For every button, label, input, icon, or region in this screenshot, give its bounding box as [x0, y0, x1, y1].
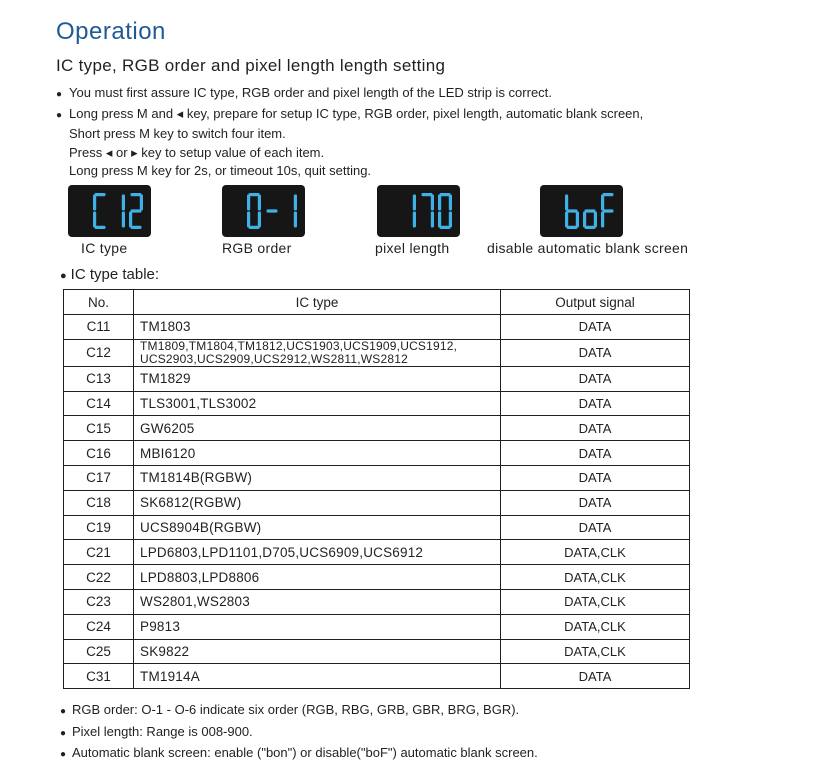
blank-screen-display [540, 185, 623, 237]
cell-ic-type: TLS3001,TLS3002 [134, 391, 501, 416]
cell-ic-type: TM1829 [134, 366, 501, 391]
segment [293, 195, 296, 211]
cell-no: C14 [64, 391, 134, 416]
cell-no: C11 [64, 315, 134, 340]
table-row [64, 614, 690, 639]
rgb-order-display [222, 185, 305, 237]
table-row [64, 515, 690, 540]
instruction-item [56, 105, 643, 126]
cell-ic-type: MBI6120 [134, 441, 501, 466]
cell-ic-type: LPD8803,LPD8806 [134, 565, 501, 590]
instruction-continuation: Press ◂ or ▸ key to setup value of each item. [69, 144, 325, 160]
cell-ic-type: WS2801,WS2803 [134, 589, 501, 614]
segment [293, 212, 296, 228]
cell-output-signal: DATA [501, 339, 690, 366]
cell-ic-type: SK9822 [134, 639, 501, 664]
cell-no: C31 [64, 664, 134, 689]
cell-no: C22 [64, 565, 134, 590]
ic-type-caption: IC type [81, 240, 128, 256]
cell-ic-type: SK6812(RGBW) [134, 490, 501, 515]
cell-output-signal: DATA,CLK [501, 565, 690, 590]
table-title-text: IC type table: [70, 266, 160, 283]
table-body [64, 315, 690, 689]
table-row [64, 465, 690, 490]
note-text: RGB order: O-1 - O-6 indicate six order (RGB, RBG, GRB, GBR, BRG, BGR). [72, 702, 520, 717]
cell-ic-type: LPD6803,LPD1101,D705,UCS6909,UCS6912 [134, 540, 501, 565]
cell-output-signal: DATA,CLK [501, 614, 690, 639]
table-header-row [64, 290, 690, 315]
cell-ic-type: UCS8904B(RGBW) [134, 515, 501, 540]
cell-no: C23 [64, 589, 134, 614]
segment [129, 212, 132, 228]
ic-type-display [68, 185, 151, 237]
cell-output-signal: DATA [501, 515, 690, 540]
instruction-continuation: Long press M key for 2s, or timeout 10s, quit setting. [69, 163, 372, 178]
table-row [64, 664, 690, 689]
segment [266, 209, 277, 212]
cell-output-signal: DATA [501, 490, 690, 515]
table-row [64, 366, 690, 391]
header-ic-type: IC type [134, 290, 501, 315]
segment [448, 212, 451, 228]
seven-segment-readout [227, 189, 301, 233]
segment [593, 212, 596, 228]
segment [602, 209, 613, 212]
cell-no: C13 [64, 366, 134, 391]
cell-no: C17 [64, 465, 134, 490]
cell-no: C12 [64, 339, 134, 366]
segment [601, 212, 604, 228]
cell-output-signal: DATA [501, 416, 690, 441]
instruction-text: Long press M and ◂ key, prepare for setup IC type, RGB order, pixel length, automatic blank screen, [69, 105, 644, 121]
table-row [64, 441, 690, 466]
segment [412, 212, 415, 228]
seven-segment-readout [382, 189, 456, 233]
cell-ic-type: TM1914A [134, 664, 501, 689]
note-text: Automatic blank screen: enable ("bon") or disable("boF") automatic blank screen. [72, 745, 538, 760]
table-row [64, 315, 690, 340]
segment [121, 212, 124, 228]
instruction-item [56, 84, 643, 105]
segment [575, 212, 578, 228]
table-row [64, 589, 690, 614]
segment [565, 195, 568, 211]
cell-ic-type: P9813 [134, 614, 501, 639]
segment [430, 195, 433, 211]
cell-output-signal: DATA [501, 465, 690, 490]
segment [130, 209, 141, 212]
note-text: Pixel length: Range is 008-900. [72, 723, 253, 739]
pixel-length-caption: pixel length [375, 240, 450, 256]
cell-output-signal: DATA [501, 315, 690, 340]
section-title: Operation [56, 18, 166, 45]
table-row [64, 490, 690, 515]
bullet-icon: ● [60, 706, 67, 717]
pixel-length-display [377, 185, 460, 237]
segment [93, 195, 96, 211]
segment [257, 212, 260, 228]
cell-output-signal: DATA [501, 441, 690, 466]
bullet-icon: ● [56, 89, 63, 100]
cell-output-signal: DATA,CLK [501, 589, 690, 614]
bullet-icon: ● [60, 749, 67, 760]
cell-ic-type [134, 339, 501, 366]
ic-type-line: TM1809,TM1804,TM1812,UCS1903,UCS1909,UCS1912, [140, 338, 458, 353]
segment [584, 209, 595, 212]
table-row [64, 565, 690, 590]
seven-segment-readout [73, 189, 147, 233]
segment [93, 212, 96, 228]
cell-output-signal: DATA [501, 391, 690, 416]
rgb-order-caption: RGB order [222, 240, 292, 256]
segment [121, 195, 124, 211]
cell-no: C24 [64, 614, 134, 639]
blank-screen-caption: disable automatic blank screen [487, 240, 689, 256]
bullet-icon: ● [56, 109, 63, 121]
bullet-icon: ● [60, 727, 67, 739]
segment [247, 195, 250, 211]
cell-no: C19 [64, 515, 134, 540]
section-subtitle: IC type, RGB order and pixel length length setting [56, 56, 446, 75]
segment [438, 195, 441, 211]
cell-ic-type: TM1814B(RGBW) [134, 465, 501, 490]
header-no: No. [64, 290, 134, 315]
cell-no: C15 [64, 416, 134, 441]
segment [438, 212, 441, 228]
instruction-text: You must first assure IC type, RGB order and pixel length of the LED strip is correct. [69, 85, 552, 100]
cell-output-signal: DATA,CLK [501, 639, 690, 664]
note-item [60, 743, 538, 762]
segment [566, 209, 577, 212]
bullet-icon: ● [60, 270, 67, 282]
segment [412, 195, 415, 211]
note-item [60, 700, 538, 722]
table-title [60, 266, 159, 283]
cell-no: C25 [64, 639, 134, 664]
cell-ic-type: TM1803 [134, 315, 501, 340]
cell-output-signal: DATA [501, 664, 690, 689]
segment [583, 212, 586, 228]
segment [565, 212, 568, 228]
segment [247, 212, 250, 228]
table-row [64, 639, 690, 664]
cell-no: C21 [64, 540, 134, 565]
cell-output-signal: DATA [501, 366, 690, 391]
cell-no: C18 [64, 490, 134, 515]
segment [448, 195, 451, 211]
segment [139, 195, 142, 211]
header-output-signal: Output signal [501, 290, 690, 315]
segment [257, 195, 260, 211]
instruction-continuation: Short press M key to switch four item. [69, 126, 286, 141]
table-row [64, 339, 690, 366]
cell-output-signal: DATA,CLK [501, 540, 690, 565]
ic-type-table [63, 289, 690, 689]
cell-no: C16 [64, 441, 134, 466]
table-row [64, 416, 690, 441]
instruction-list [56, 84, 643, 181]
seven-segment-readout [545, 189, 619, 233]
segment [601, 195, 604, 211]
cell-ic-type: GW6205 [134, 416, 501, 441]
segment [430, 212, 433, 228]
table-row [64, 540, 690, 565]
notes-list [60, 700, 538, 762]
table-row [64, 391, 690, 416]
ic-type-line: UCS2903,UCS2909,UCS2912,WS2811,WS2812 [140, 351, 408, 366]
note-item [60, 722, 538, 744]
